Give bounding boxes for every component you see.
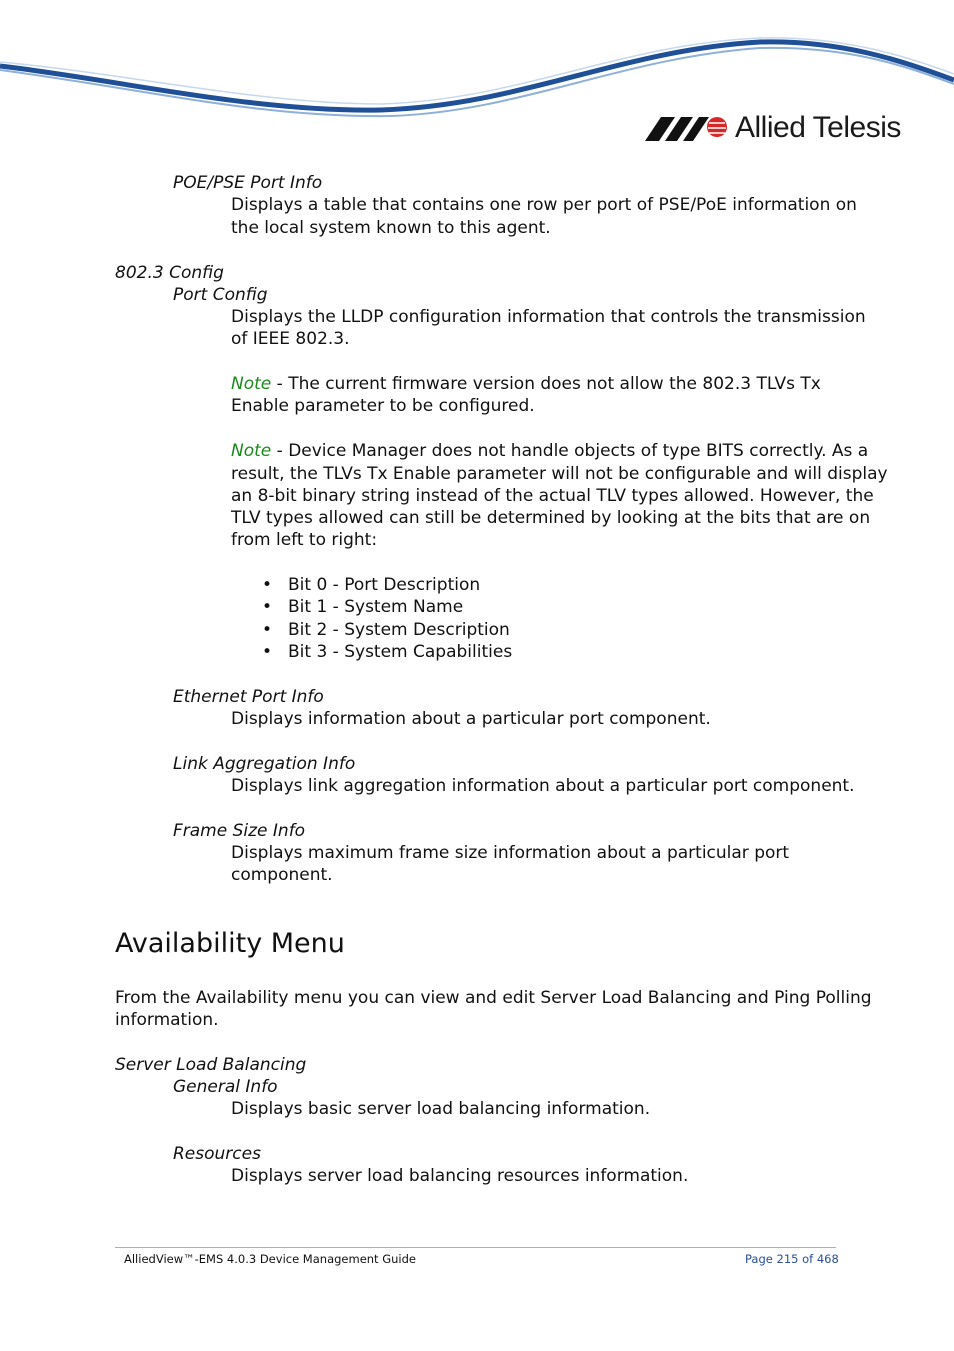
port-config-desc-line-1: Displays the LLDP configuration information that controls the transmission [231, 307, 866, 327]
note-2-line-3: an 8-bit binary string instead of the actual TLV types allowed. However, the [231, 486, 874, 506]
config-8023-title: 802.3 Config [115, 263, 224, 283]
list-item: • Bit 3 - System Capabilities [262, 641, 512, 663]
note-1-line-1 [231, 373, 821, 395]
tlv-bits-list [262, 574, 512, 663]
note-2-line-1 [231, 440, 868, 462]
logo-text: Allied Telesis [735, 111, 901, 144]
poe-pse-port-info-title: POE/PSE Port Info [173, 173, 323, 193]
resources-title: Resources [173, 1144, 261, 1164]
note-2-line-2: result, the TLVs Tx Enable parameter will not be configurable and will display [231, 464, 888, 484]
allied-telesis-mark-icon [645, 113, 729, 143]
note-2-line-5: from left to right: [231, 530, 378, 550]
port-config-title: Port Config [173, 285, 268, 305]
port-config-desc-line-2: of IEEE 802.3. [231, 329, 350, 349]
server-load-balancing-title: Server Load Balancing [115, 1055, 307, 1075]
note-2-text: - Device Manager does not handle objects of type BITS correctly. As a [271, 441, 869, 461]
frame-size-info-title: Frame Size Info [173, 821, 306, 841]
page-header [0, 0, 954, 160]
list-item: • Bit 2 - System Description [262, 619, 512, 641]
allied-telesis-logo [645, 110, 901, 146]
availability-menu-heading: Availability Menu [115, 928, 345, 959]
resources-desc: Displays server load balancing resources information. [231, 1166, 689, 1186]
poe-desc-line-2: the local system known to this agent. [231, 218, 551, 238]
note-1-text: - The current firmware version does not allow the 802.3 TLVs Tx [271, 374, 821, 394]
availability-desc-line-2: information. [115, 1010, 219, 1030]
note-2-line-4: TLV types allowed can still be determined by looking at the bits that are on [231, 508, 871, 528]
availability-desc-line-1: From the Availability menu you can view and edit Server Load Balancing and Ping Polling [115, 988, 872, 1008]
list-item: • Bit 0 - Port Description [262, 574, 512, 596]
note-label: Note [231, 441, 272, 461]
footer-doc-title: AlliedView™-EMS 4.0.3 Device Management Guide [124, 1252, 416, 1266]
footer-page-number: Page 215 of 468 [745, 1252, 839, 1266]
note-label: Note [231, 374, 272, 394]
general-info-title: General Info [173, 1077, 278, 1097]
frame-size-desc-line-1: Displays maximum frame size information about a particular port [231, 843, 790, 863]
footer-divider [115, 1247, 836, 1248]
poe-desc-line-1: Displays a table that contains one row per port of PSE/PoE information on [231, 195, 857, 215]
link-aggregation-info-desc: Displays link aggregation information about a particular port component. [231, 776, 855, 796]
note-1-line-2: Enable parameter to be configured. [231, 396, 535, 416]
ethernet-port-info-desc: Displays information about a particular port component. [231, 709, 711, 729]
frame-size-desc-line-2: component. [231, 865, 333, 885]
ethernet-port-info-title: Ethernet Port Info [173, 687, 324, 707]
link-aggregation-info-title: Link Aggregation Info [173, 754, 356, 774]
list-item: • Bit 1 - System Name [262, 596, 512, 618]
general-info-desc: Displays basic server load balancing information. [231, 1099, 651, 1119]
